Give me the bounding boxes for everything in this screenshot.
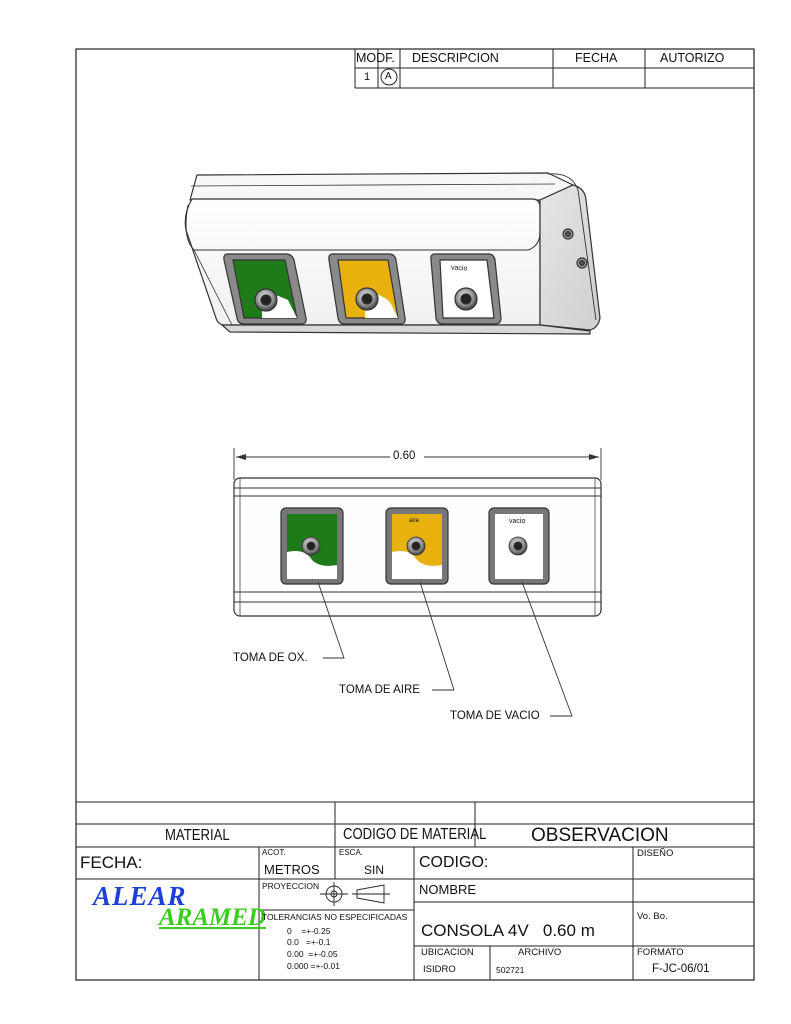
tb-codigo: CODIGO: <box>419 854 489 871</box>
tb-codigo-material: CODIGO DE MATERIAL <box>343 826 487 843</box>
projection-symbol <box>320 882 390 906</box>
front-panel-label-air: aire <box>409 518 420 524</box>
tb-nombre: NOMBRE <box>419 882 477 897</box>
isometric-view <box>185 173 600 334</box>
rev-header-fecha: FECHA <box>575 51 618 65</box>
tb-tol-2: 0.00 =+-0.05 <box>287 949 338 959</box>
tb-esca-value: SIN <box>364 863 385 877</box>
tb-fecha: FECHA: <box>80 853 143 872</box>
tb-archivo-value: 502721 <box>496 965 525 975</box>
rev-row-mark: A <box>385 71 392 82</box>
tb-tolerancias: TOLERANCIAS NO ESPECIFICADAS <box>262 912 408 922</box>
tb-observacion: OBSERVACION <box>531 825 669 846</box>
callout-air: TOMA DE AIRE <box>339 684 420 696</box>
front-panel-label-vacuum: vacio <box>509 518 526 525</box>
rev-header-autorizo: AUTORIZO <box>660 51 725 65</box>
tb-formato-label: FORMATO <box>637 947 684 958</box>
logo-aramed: ARAMED <box>159 904 266 931</box>
front-view <box>234 448 601 716</box>
tb-tol-3: 0.000 =+-0.01 <box>287 961 340 971</box>
tb-tol-1: 0.0 =+-0.1 <box>287 937 331 947</box>
callout-vacuum: TOMA DE VACIO <box>450 710 540 722</box>
tb-formato-value: F-JC-06/01 <box>652 963 710 975</box>
tb-acot-value: METROS <box>264 862 320 877</box>
tb-material: MATERIAL <box>165 827 230 844</box>
tb-esca-label: ESCA. <box>339 848 364 857</box>
logo-alear: ALEAR <box>93 881 187 911</box>
tb-tol-0: 0 =+-0.25 <box>287 926 331 936</box>
front-panel-oxygen <box>281 508 343 584</box>
iso-panel-oxygen <box>224 254 306 324</box>
rev-row-number: 1 <box>364 71 371 83</box>
iso-panel-air <box>329 254 405 324</box>
tb-proyeccion: PROYECCION <box>262 881 320 891</box>
rev-header-descripcion: DESCRIPCION <box>412 51 499 65</box>
dimension-width: 0.60 <box>393 450 416 462</box>
tb-archivo-label: ARCHIVO <box>518 947 562 958</box>
iso-panel-label-vacuum: vacio <box>450 264 468 273</box>
callout-oxygen: TOMA DE OX. <box>233 652 308 664</box>
tb-ubicacion-label: UBICACION <box>421 947 474 958</box>
tb-acot-label: ACOT. <box>262 848 286 857</box>
tb-vo-bo: Vo. Bo. <box>637 911 668 922</box>
rev-header-modf: MODF. <box>356 51 395 65</box>
tb-product-name: CONSOLA 4V 0.60 m <box>421 921 595 940</box>
tb-ubicacion-value: ISIDRO <box>423 964 456 975</box>
tb-diseno: DISEÑO <box>637 848 674 859</box>
